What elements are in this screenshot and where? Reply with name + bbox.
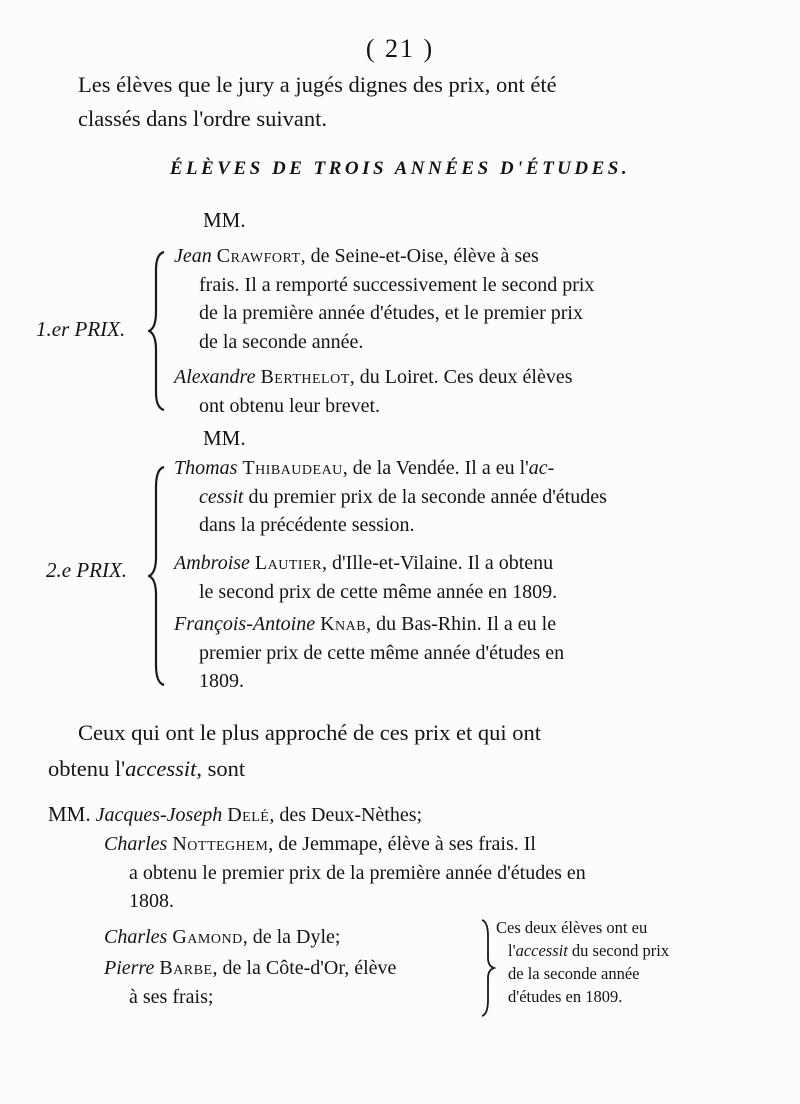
conclusion-text-italic: accessit [125,756,197,781]
entry-text: le second prix de cette même année en 1809. [199,580,558,603]
entry-barbe [104,954,396,1011]
first-name: Charles [104,833,168,855]
surname: Crawfort [216,245,301,267]
entry-thibaudeau [174,454,607,540]
first-name: Alexandre [174,366,256,388]
first-name: Pierre [104,957,155,979]
entry-knab [174,610,564,696]
page-number: ( 21 ) [365,34,435,63]
note-line: d'études en 1809. [508,987,623,1006]
accessit-brace [480,918,496,1018]
second-prize-brace [148,465,168,687]
second-prize-label: 2.e PRIX. [46,558,128,582]
surname: Delé [227,804,270,826]
first-name: Jean [174,245,212,267]
entry-text: de la seconde année. [199,330,364,353]
entry-text: , de la Côte-d'Or, élève [212,957,397,979]
surname: Notteghem [172,833,269,855]
entry-text: , de la Vendée. Il a eu l' [342,457,529,479]
entry-lautier [174,549,557,606]
entry-text: , de la Dyle; [242,926,341,948]
conclusion-text: , sont [196,756,246,781]
entry-text: , de Seine-et-Oise, élève à ses [300,245,539,267]
note-line: de la seconde année [508,964,640,983]
first-name: François-Antoine [174,613,316,635]
entry-gamond [104,923,340,952]
section-heading: ÉLÈVES DE TROIS ANNÉES D'ÉTUDES. [169,158,631,179]
intro-line-2: classés dans l'ordre suivant. [78,106,327,131]
entry-text: 1809. [199,670,244,692]
entry-text: frais. Il a remporté successivement le second prix [199,273,595,296]
entry-text: , de Jemmape, élève à ses frais. Il [268,833,536,855]
entry-berthelot [174,363,573,420]
entry-text-italic: ac- [528,457,555,479]
conclusion-text: obtenu l' [48,756,126,781]
entry-text: de la première année d'études, et le premier prix [199,302,583,324]
entry-text: à ses frais; [129,985,214,1008]
conclusion-line-2 [48,756,245,782]
first-name: Ambroise [174,552,250,574]
entry-text: 1808. [129,890,174,912]
entry-text-italic: cessit [199,485,244,508]
note-line: Ces deux élèves ont eu [496,918,648,937]
entry-text: dans la précédente session. [199,514,415,536]
surname: Knab [320,613,367,635]
entry-text: , du Loiret. Ces deux élèves [349,366,573,388]
surname: Berthelot [260,366,350,388]
entry-text: du premier prix de la seconde année d'études [243,485,607,508]
entry-text: , du Bas-Rhin. Il a eu le [366,613,557,635]
second-prize-mm: MM. [203,426,246,450]
entry-text: , d'Ille-et-Vilaine. Il a obtenu [321,552,554,574]
entry-text: ont obtenu leur brevet. [199,394,381,417]
note-text-italic: accessit [515,941,568,960]
entry-text: premier prix de cette même année d'études en [199,641,565,664]
entry-crawfort [174,242,594,356]
entry-text: a obtenu le premier prix de la première année d'études en [129,861,586,884]
first-name: Jacques-Joseph [95,804,223,826]
entry-dele [48,800,422,830]
first-prize-label: 1.er PRIX. [36,317,126,341]
accessit-mm: MM. [48,802,91,826]
surname: Thibaudeau [242,457,343,479]
first-prize-mm: MM. [203,208,246,232]
first-prize-brace [148,250,168,412]
intro-line-1: Les élèves que le jury a jugés dignes des prix, ont été [78,72,557,97]
first-name: Charles [104,926,168,948]
surname: Lautier [254,552,322,574]
surname: Gamond [172,926,243,948]
accessit-note [496,916,669,1008]
entry-notteghem [104,830,586,916]
note-text: l' [508,941,516,960]
note-text: du second prix [567,941,670,960]
conclusion-line-1: Ceux qui ont le plus approché de ces prix et qui ont [78,720,542,745]
first-name: Thomas [174,457,238,479]
entry-text: , des Deux-Nèthes; [269,804,423,826]
surname: Barbe [159,957,213,979]
